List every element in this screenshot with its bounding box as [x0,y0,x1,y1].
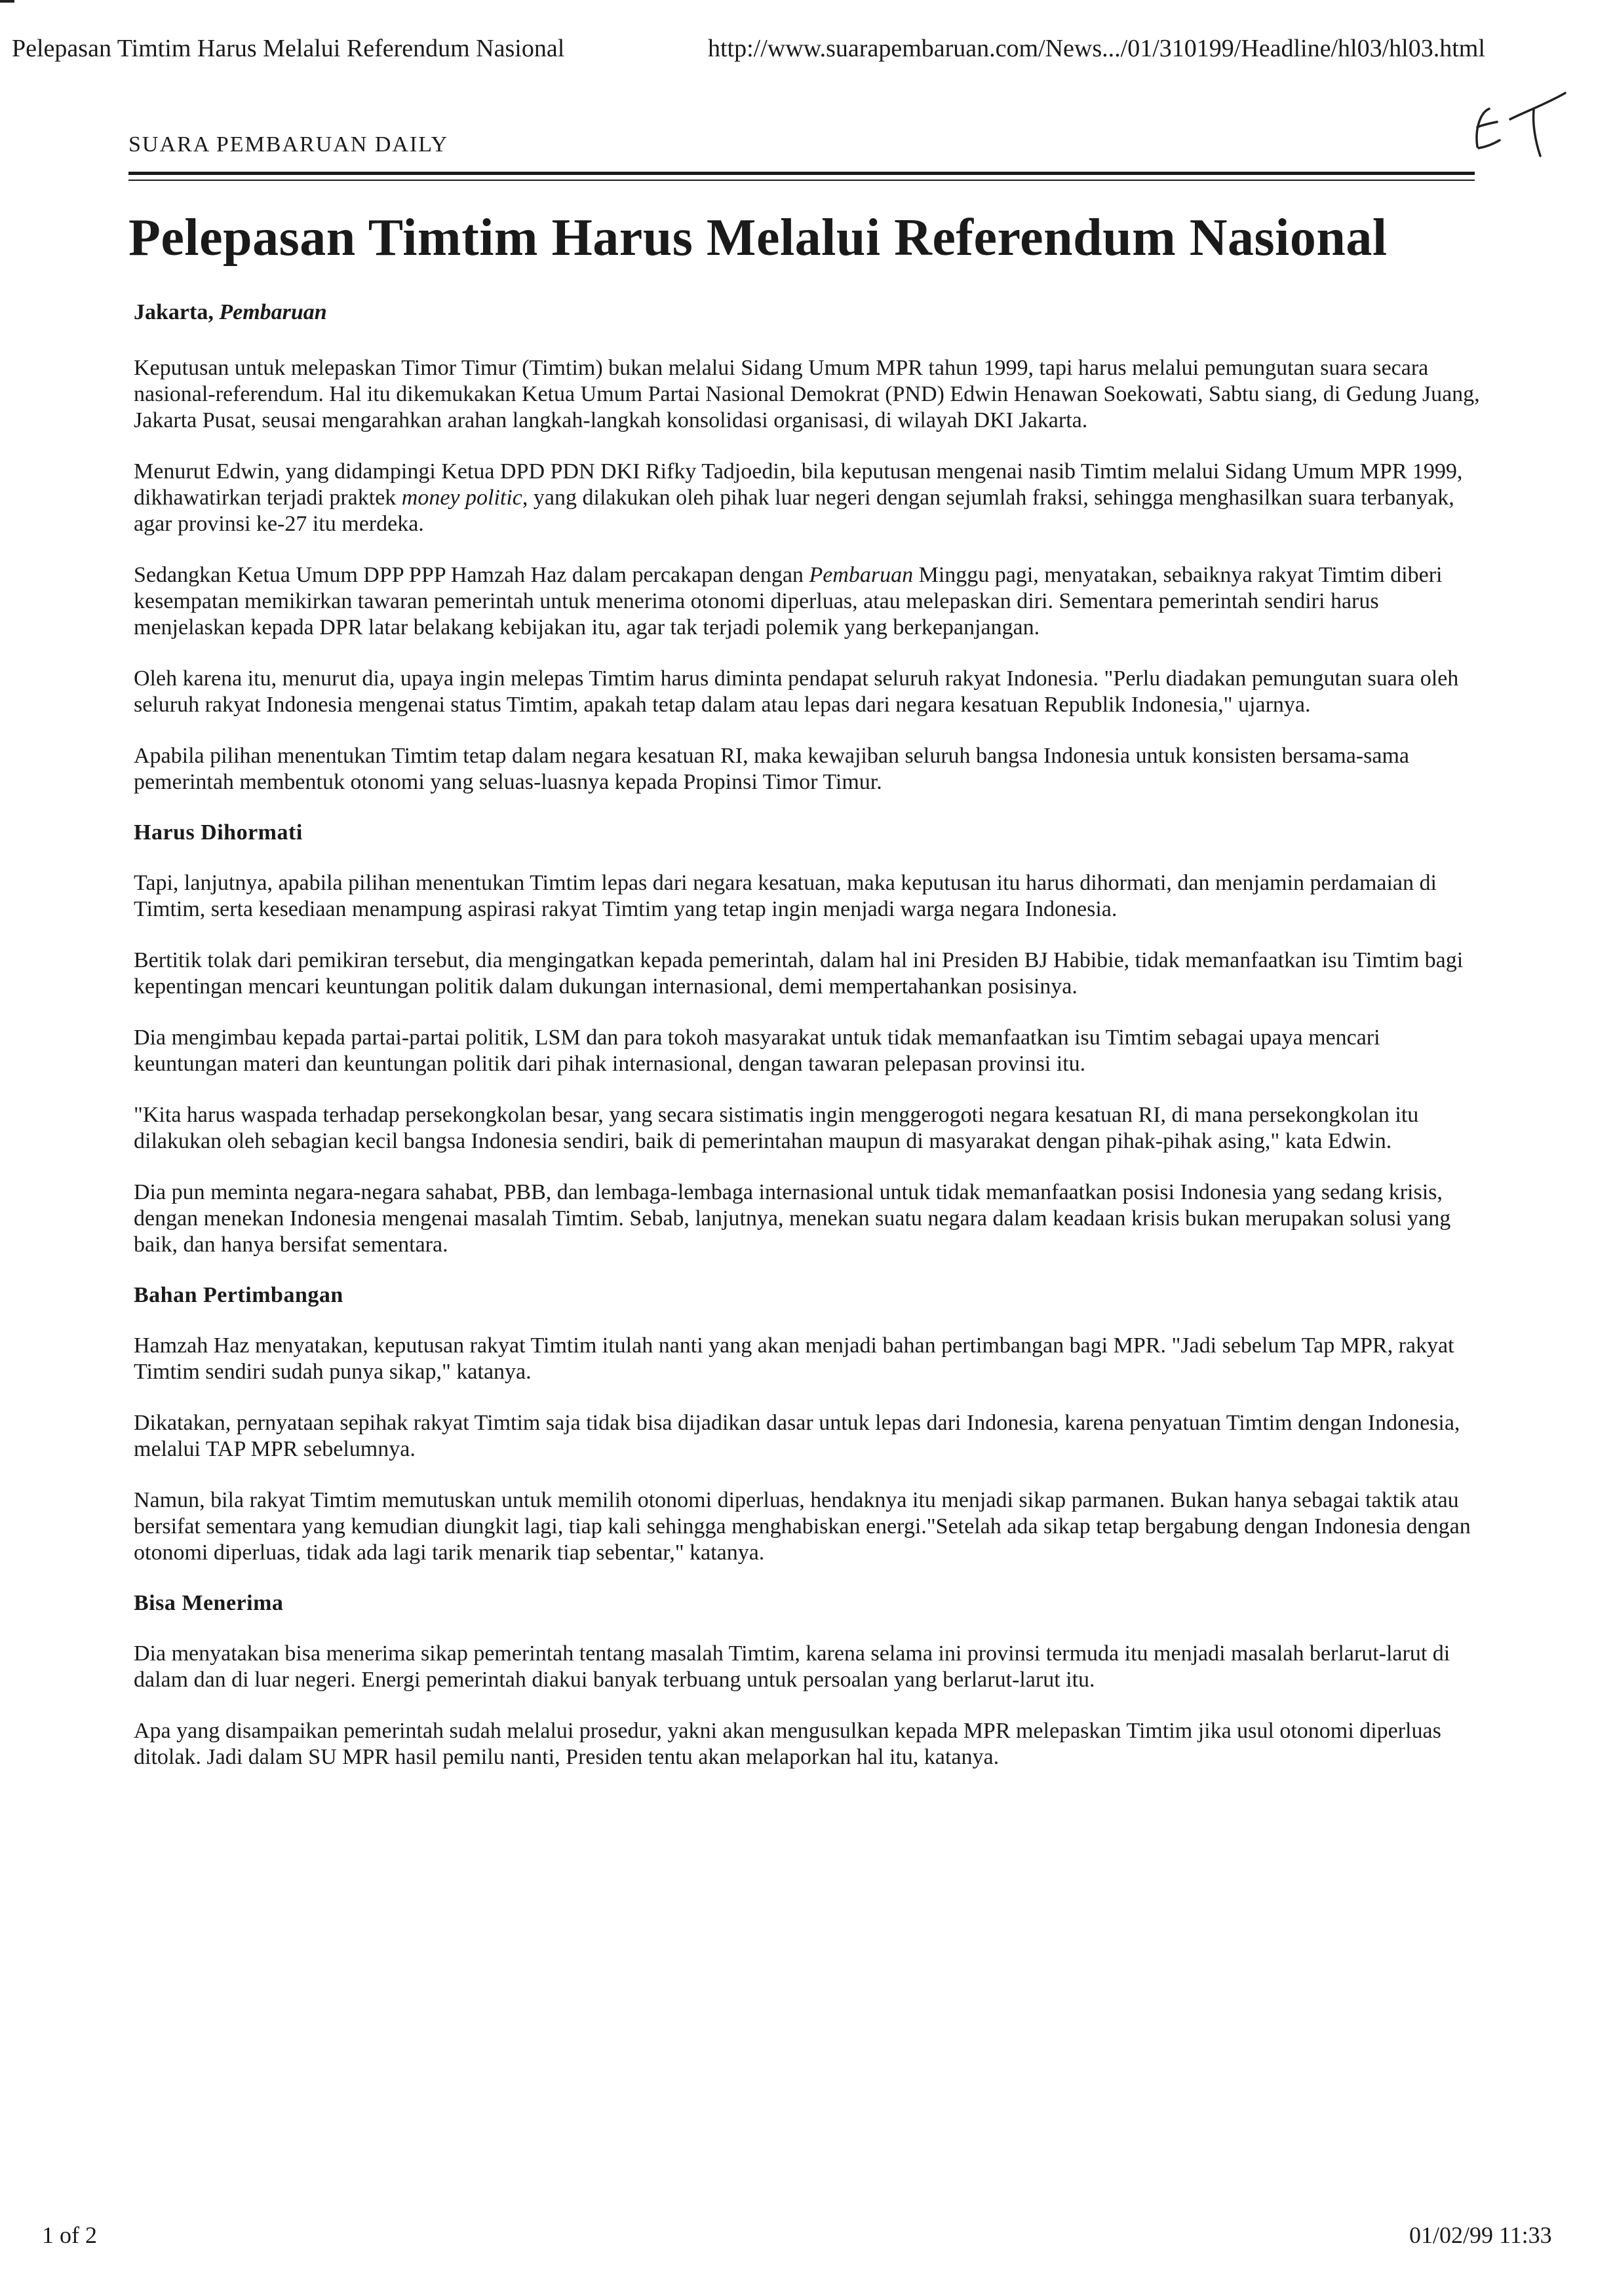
article-paragraph: Hamzah Haz menyatakan, keputusan rakyat Timtim itulah nanti yang akan menjadi bahan pertimbangan bagi MPR. "Jadi sebelum Tap MPR, rakyat Timtim sendiri sudah punya sikap," katanya. [134,1333,1454,1384]
handwritten-note [1455,84,1580,163]
article-paragraph [134,562,1484,641]
article-paragraph: "Kita harus waspada terhadap persekongkolan besar, yang secara sistimatis ingin menggerogoti negara kesatuan RI, di mana persekongkolan itu dilakukan oleh sebagian kecil bangsa Indonesia sendiri, baik di pemerintahan maupun di masyarakat dengan pihak-pihak asing," kata Edwin. [134,1103,1419,1153]
article-paragraph: Bertitik tolak dari pemikiran tersebut, dia mengingatkan kepada pemerintah, dalam hal ini Presiden BJ Habibie, tidak memanfaatkan isu Timtim bagi kepentingan mencari keuntungan politik dalam dukungan internasional, demi mempertahankan posisinya. [134,948,1464,999]
article-paragraph: Dia pun meminta negara-negara sahabat, PBB, dan lembaga-lembaga internasional untuk tidak memanfaatkan posisi Indonesia yang sedang krisis, dengan menekan Indonesia mengenai masalah Timtim. Sebab, lanjutnya, menekan suatu negara dalam keadaan krisis bukan merupakan solusi yang baik, dan hanya bersifat sementara. [134,1180,1451,1257]
article-paragraph: Dia mengimbau kepada partai-partai politik, LSM dan para tokoh masyarakat untuk tidak memanfaatkan isu Timtim sebagai upaya mencari keuntungan materi dan keuntungan politik dari pihak internasional, dengan tawaran pelepasan provinsi itu. [134,1025,1380,1076]
publication-name: SUARA PEMBARUAN DAILY [128,132,449,157]
italic-phrase: money politic [401,486,522,510]
article-paragraph: Apabila pilihan menentukan Timtim tetap dalam negara kesatuan RI, maka kewajiban seluruh bangsa Indonesia untuk konsisten bersama-sama pemerintah membentuk otonomi yang seluas-luasnya kepada Propinsi Timor Timur. [134,744,1409,794]
header-rule-thin [128,180,1475,181]
section-heading: Bahan Pertimbangan [134,1283,343,1307]
print-header-title: Pelepasan Timtim Harus Melalui Referendum Nasional [12,35,565,62]
print-header-url[interactable]: http://www.suarapembaruan.com/News.../01/310199/Headline/hl03/hl03.html [708,35,1485,62]
article-paragraph: Tapi, lanjutnya, apabila pilihan menentukan Timtim lepas dari negara kesatuan, maka keputusan itu harus dihormati, dan menjamin perdamaian di Timtim, serta kesediaan menampung aspirasi rakyat Timtim yang tetap ingin menjadi warga negara Indonesia. [134,871,1437,921]
dateline-city: Jakarta, [134,300,214,324]
paragraph-text: , yang dilakukan oleh pihak luar negeri dengan sejumlah fraksi, sehingga menghasilkan suara terbanyak, agar provinsi ke-27 itu merdeka. [134,486,1454,536]
dateline-source: Pembaruan [219,300,327,324]
article-body [134,300,1484,1795]
footer-page-number: 1 of 2 [42,2222,97,2248]
italic-phrase: Pembaruan [809,563,914,587]
article-paragraph: Dia menyatakan bisa menerima sikap pemerintah tentang masalah Timtim, karena selama ini provinsi termuda itu menjadi masalah berlarut-larut di dalam dan di luar negeri. Energi pemerintah diakui banyak terbuang untuk persoalan yang berlarut-larut itu. [134,1641,1450,1692]
section-heading: Harus Dihormati [134,820,303,845]
section-heading: Bisa Menerima [134,1591,284,1615]
article-paragraph [134,459,1484,537]
scan-edge-mark [0,0,14,3]
article-paragraph: Keputusan untuk melepaskan Timor Timur (Timtim) bukan melalui Sidang Umum MPR tahun 1999, tapi harus melalui pemungutan suara secara nasional-referendum. Hal itu dikemukakan Ketua Umum Partai Nasional Demokrat (PND) Edwin Henawan Soekowati, Sabtu siang, di Gedung Juang, Jakarta Pusat, seusai mengarahkan arahan langkah-langkah konsolidasi organisasi, di wilayah DKI Jakarta. [134,356,1480,432]
paragraph-text: Minggu pagi, menyatakan, sebaiknya rakyat Timtim diberi kesempatan memikirkan tawaran pemerintah untuk menerima otonomi diperluas, atau melepaskan diri. Sementara pemerintah sendiri harus menjelaskan kepada DPR latar belakang kebijakan itu, agar tak terjadi polemik yang berkepanjangan. [134,563,1443,640]
article-paragraph: Dikatakan, pernyataan sepihak rakyat Timtim saja tidak bisa dijadikan dasar untuk lepas dari Indonesia, karena penyatuan Timtim dengan Indonesia, melalui TAP MPR sebelumnya. [134,1411,1460,1461]
print-header [0,34,1615,73]
article-headline: Pelepasan Timtim Harus Melalui Referendum Nasional [128,209,1388,267]
article-paragraph: Namun, bila rakyat Timtim memutuskan untuk memilih otonomi diperluas, hendaknya itu menjadi sikap parmanen. Bukan hanya sebagai taktik atau bersifat sementara yang kemudian diungkit lagi, tiap kali sehingga menghabiskan energi."Setelah ada sikap tetap bergabung dengan Indonesia dengan otonomi diperluas, tidak ada lagi tarik menarik tiap sebentar," katanya. [134,1488,1471,1565]
paragraph-text: Sedangkan Ketua Umum DPP PPP Hamzah Haz dalam percakapan dengan [134,563,809,587]
article-paragraph: Apa yang disampaikan pemerintah sudah melalui prosedur, yakni akan mengusulkan kepada MPR melepaskan Timtim jika usul otonomi diperluas ditolak. Jadi dalam SU MPR hasil pemilu nanti, Presiden tentu akan melaporkan hal itu, katanya. [134,1719,1441,1769]
footer-print-date: 01/02/99 11:33 [1409,2222,1552,2248]
paragraph-text: Menurut Edwin, yang didampingi Ketua DPD PDN DKI Rifky Tadjoedin, bila keputusan mengenai nasib Timtim melalui Sidang Umum MPR 1999, dikhawatirkan terjadi praktek [134,459,1463,510]
dateline [134,300,1484,325]
article-paragraph: Oleh karena itu, menurut dia, upaya ingin melepas Timtim harus diminta pendapat seluruh rakyat Indonesia. "Perlu diadakan pemungutan suara oleh seluruh rakyat Indonesia mengenai status Timtim, apakah tetap dalam atau lepas dari negara kesatuan Republik Indonesia," ujarnya. [134,666,1459,717]
header-rule-thick [128,172,1475,175]
